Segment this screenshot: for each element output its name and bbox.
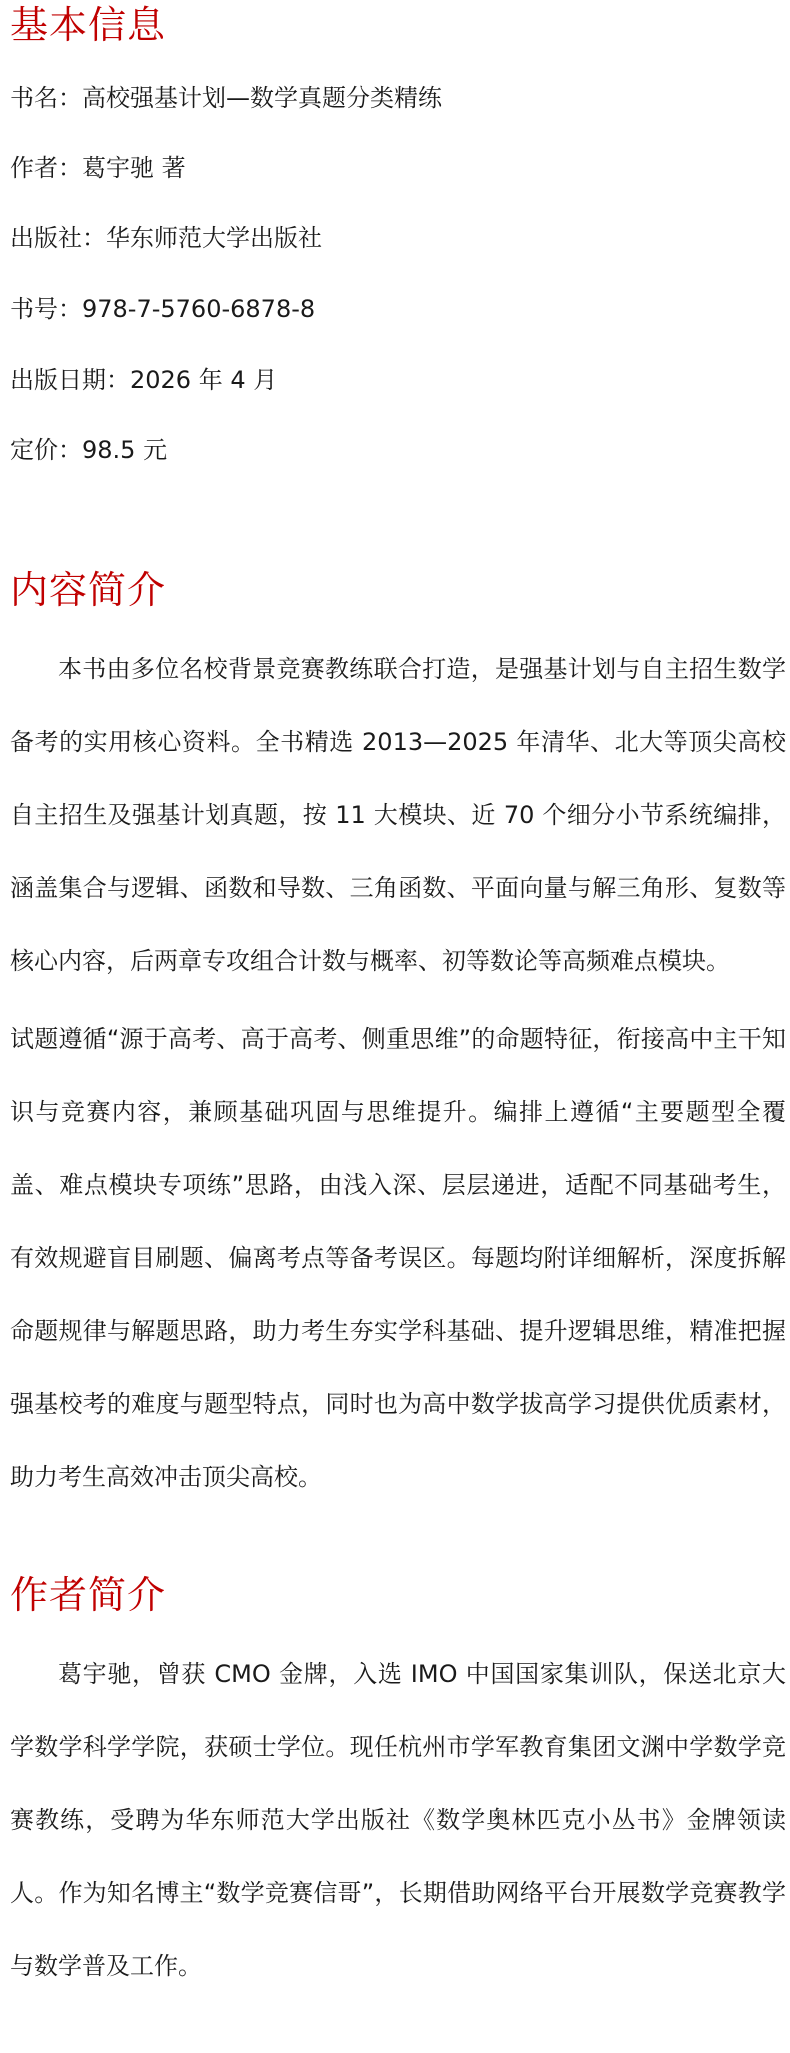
basic-info-heading: 基本信息 bbox=[10, 3, 167, 47]
author-intro-heading: 作者简介 bbox=[10, 1573, 167, 1617]
pub-date-line: 出版日期：2026 年 4 月 bbox=[10, 366, 278, 394]
author-line: 作者：葛宇驰 著 bbox=[10, 154, 186, 182]
content-intro-heading: 内容简介 bbox=[10, 568, 167, 612]
content-intro-paragraph-1: 本书由多位名校背景竞赛教练联合打造，是强基计划与自主招生数学备考的实用核心资料。全书精选 2013—2025 年清华、北大等顶尖高校自主招生及强基计划真题，按 11 大模块、近 70 个细分小节系统编排，涵盖集合与逻辑、函数和导数、三角函数、平面向量与解三角形、复数等核心内容，后两章专攻组合计数与概率、初等数论等高频难点模块。 bbox=[10, 655, 786, 975]
isbn-line: 书号：978-7-5760-6878-8 bbox=[10, 295, 316, 323]
book-name-line: 书名：高校强基计划—数学真题分类精练 bbox=[10, 84, 442, 112]
publisher-line: 出版社：华东师范大学出版社 bbox=[10, 224, 322, 252]
price-line: 定价：98.5 元 bbox=[10, 436, 168, 464]
content-intro-paragraph-2: 试题遵循“源于高考、高于高考、侧重思维”的命题特征，衔接高中主干知识与竞赛内容，兼顾基础巩固与思维提升。编排上遵循“主要题型全覆盖、难点模块专项练”思路，由浅入深、层层递进，适配不同基础考生，有效规避盲目刷题、偏离考点等备考误区。每题均附详细解析，深度拆解命题规律与解题思路，助力考生夯实学科基础、提升逻辑思维，精准把握强基校考的难度与题型特点，同时也为高中数学拔高学习提供优质素材，助力考生高效冲击顶尖高校。 bbox=[10, 1025, 786, 1491]
author-intro-paragraph: 葛宇驰，曾获 CMO 金牌，入选 IMO 中国国家集训队，保送北京大学数学科学学院，获硕士学位。现任杭州市学军教育集团文渊中学数学竞赛教练，受聘为华东师范大学出版社《数学奥林匹克小丛书》金牌领读人。作为知名博主“数学竞赛信哥”，长期借助网络平台开展数学竞赛教学与数学普及工作。 bbox=[10, 1660, 786, 1980]
